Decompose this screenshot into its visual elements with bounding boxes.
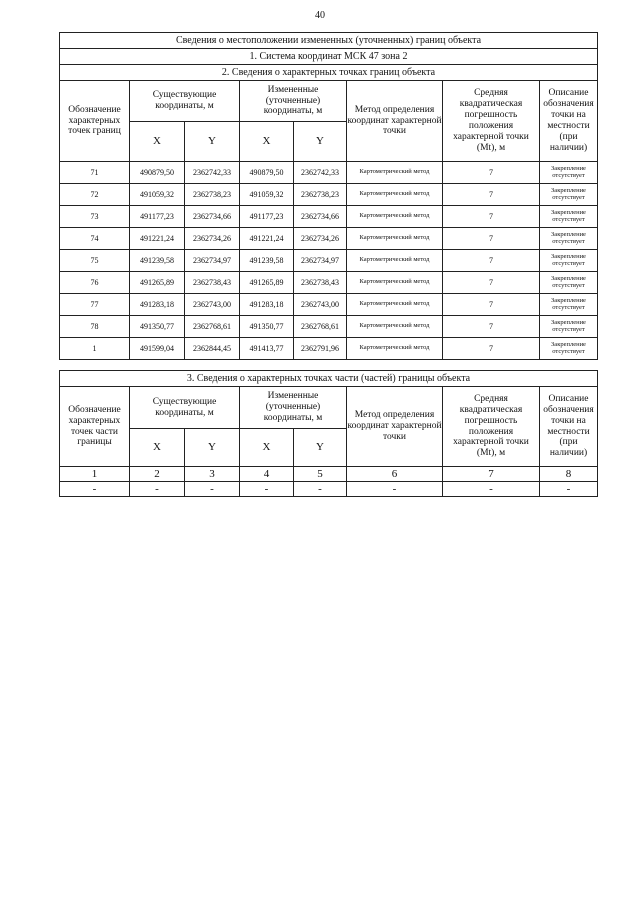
empty-cell: - bbox=[185, 482, 240, 497]
col-number: 1 bbox=[60, 467, 130, 482]
point-id: 72 bbox=[60, 184, 130, 206]
header3-changed-x: X bbox=[240, 429, 294, 467]
error-mt: 7 bbox=[443, 338, 540, 360]
table-row bbox=[60, 184, 598, 206]
point-id: 75 bbox=[60, 250, 130, 272]
section2-title: 2. Сведения о характерных точках границ объекта bbox=[60, 65, 598, 81]
header-method: Метод определения координат характерной точки bbox=[347, 81, 443, 162]
col-number: 2 bbox=[130, 467, 185, 482]
existing-y: 2362738,23 bbox=[185, 184, 240, 206]
changed-x: 490879,50 bbox=[240, 162, 294, 184]
existing-x: 491265,89 bbox=[130, 272, 185, 294]
section3-title: 3. Сведения о характерных точках части (частей) границы объекта bbox=[60, 371, 598, 387]
description: Закрепление отсутствует bbox=[540, 228, 598, 250]
changed-y: 2362734,26 bbox=[294, 228, 347, 250]
table-row bbox=[60, 316, 598, 338]
changed-y: 2362734,97 bbox=[294, 250, 347, 272]
table-row bbox=[60, 162, 598, 184]
empty-cell: - bbox=[240, 482, 294, 497]
col-number: 8 bbox=[540, 467, 598, 482]
changed-x: 491239,58 bbox=[240, 250, 294, 272]
existing-y: 2362742,33 bbox=[185, 162, 240, 184]
description: Закрепление отсутствует bbox=[540, 338, 598, 360]
page-number: 40 bbox=[315, 10, 325, 21]
empty-cell: - bbox=[60, 482, 130, 497]
existing-x: 491283,18 bbox=[130, 294, 185, 316]
changed-x: 491413,77 bbox=[240, 338, 294, 360]
header-existing: Существующие координаты, м bbox=[130, 81, 240, 122]
changed-y: 2362734,66 bbox=[294, 206, 347, 228]
part-boundary-points-table bbox=[59, 370, 598, 497]
col-number: 7 bbox=[443, 467, 540, 482]
point-id: 1 bbox=[60, 338, 130, 360]
point-id: 78 bbox=[60, 316, 130, 338]
col-number: 3 bbox=[185, 467, 240, 482]
header-designation: Обозначение характерных точек границ bbox=[60, 81, 130, 162]
method: Картометрический метод bbox=[347, 184, 443, 206]
header-changed: Измененные (уточненные) координаты, м bbox=[240, 81, 347, 122]
header3-description: Описание обозначения точки на местности (при наличии) bbox=[540, 387, 598, 467]
coord-system: 1. Система координат МСК 47 зона 2 bbox=[60, 49, 598, 65]
column-numbers-row bbox=[60, 467, 598, 482]
changed-y: 2362742,33 bbox=[294, 162, 347, 184]
existing-x: 490879,50 bbox=[130, 162, 185, 184]
existing-x: 491239,58 bbox=[130, 250, 185, 272]
existing-x: 491059,32 bbox=[130, 184, 185, 206]
empty-cell: - bbox=[130, 482, 185, 497]
empty-cell: - bbox=[347, 482, 443, 497]
header-description: Описание обозначения точки на местности (при наличии) bbox=[540, 81, 598, 162]
header-existing-y: Y bbox=[185, 122, 240, 162]
changed-x: 491221,24 bbox=[240, 228, 294, 250]
header3-existing-x: X bbox=[130, 429, 185, 467]
table-row bbox=[60, 294, 598, 316]
method: Картометрический метод bbox=[347, 162, 443, 184]
changed-y: 2362791,96 bbox=[294, 338, 347, 360]
error-mt: 7 bbox=[443, 184, 540, 206]
existing-x: 491350,77 bbox=[130, 316, 185, 338]
table-row bbox=[60, 250, 598, 272]
point-id: 76 bbox=[60, 272, 130, 294]
existing-y: 2362734,66 bbox=[185, 206, 240, 228]
col-number: 5 bbox=[294, 467, 347, 482]
changed-y: 2362768,61 bbox=[294, 316, 347, 338]
table-row bbox=[60, 272, 598, 294]
description: Закрепление отсутствует bbox=[540, 206, 598, 228]
header-changed-x: X bbox=[240, 122, 294, 162]
error-mt: 7 bbox=[443, 272, 540, 294]
header3-existing-y: Y bbox=[185, 429, 240, 467]
point-id: 77 bbox=[60, 294, 130, 316]
empty-cell: - bbox=[443, 482, 540, 497]
header-existing-x: X bbox=[130, 122, 185, 162]
col-number: 4 bbox=[240, 467, 294, 482]
header3-designation: Обозначение характерных точек части границы bbox=[60, 387, 130, 467]
description: Закрепление отсутствует bbox=[540, 294, 598, 316]
error-mt: 7 bbox=[443, 228, 540, 250]
changed-y: 2362738,23 bbox=[294, 184, 347, 206]
method: Картометрический метод bbox=[347, 228, 443, 250]
error-mt: 7 bbox=[443, 206, 540, 228]
changed-x: 491283,18 bbox=[240, 294, 294, 316]
col-number: 6 bbox=[347, 467, 443, 482]
header3-method: Метод определения координат характерной точки bbox=[347, 387, 443, 467]
method: Картометрический метод bbox=[347, 250, 443, 272]
table-row bbox=[60, 338, 598, 360]
boundary-points-table bbox=[59, 32, 598, 360]
method: Картометрический метод bbox=[347, 294, 443, 316]
description: Закрепление отсутствует bbox=[540, 316, 598, 338]
header3-changed: Измененные (уточненные) координаты, м bbox=[240, 387, 347, 429]
changed-x: 491059,32 bbox=[240, 184, 294, 206]
points-rows bbox=[60, 162, 598, 360]
existing-x: 491221,24 bbox=[130, 228, 185, 250]
header-error: Средняя квадратическая погрешность положения характерной точки (Mt), м bbox=[443, 81, 540, 162]
existing-y: 2362844,45 bbox=[185, 338, 240, 360]
point-id: 71 bbox=[60, 162, 130, 184]
point-id: 74 bbox=[60, 228, 130, 250]
header-changed-y: Y bbox=[294, 122, 347, 162]
changed-x: 491177,23 bbox=[240, 206, 294, 228]
error-mt: 7 bbox=[443, 250, 540, 272]
changed-y: 2362738,43 bbox=[294, 272, 347, 294]
empty-cell: - bbox=[540, 482, 598, 497]
error-mt: 7 bbox=[443, 294, 540, 316]
existing-y: 2362738,43 bbox=[185, 272, 240, 294]
error-mt: 7 bbox=[443, 316, 540, 338]
method: Картометрический метод bbox=[347, 206, 443, 228]
existing-x: 491177,23 bbox=[130, 206, 185, 228]
method: Картометрический метод bbox=[347, 338, 443, 360]
header3-existing: Существующие координаты, м bbox=[130, 387, 240, 429]
description: Закрепление отсутствует bbox=[540, 272, 598, 294]
method: Картометрический метод bbox=[347, 272, 443, 294]
existing-y: 2362768,61 bbox=[185, 316, 240, 338]
changed-y: 2362743,00 bbox=[294, 294, 347, 316]
description: Закрепление отсутствует bbox=[540, 250, 598, 272]
empty-row bbox=[60, 482, 598, 497]
existing-x: 491599,04 bbox=[130, 338, 185, 360]
existing-y: 2362734,26 bbox=[185, 228, 240, 250]
description: Закрепление отсутствует bbox=[540, 162, 598, 184]
existing-y: 2362743,00 bbox=[185, 294, 240, 316]
changed-x: 491265,89 bbox=[240, 272, 294, 294]
description: Закрепление отсутствует bbox=[540, 184, 598, 206]
section-title: Сведения о местоположении измененных (уточненных) границ объекта bbox=[60, 33, 598, 49]
empty-cell: - bbox=[294, 482, 347, 497]
existing-y: 2362734,97 bbox=[185, 250, 240, 272]
error-mt: 7 bbox=[443, 162, 540, 184]
table-row bbox=[60, 228, 598, 250]
table-row bbox=[60, 206, 598, 228]
header3-changed-y: Y bbox=[294, 429, 347, 467]
changed-x: 491350,77 bbox=[240, 316, 294, 338]
method: Картометрический метод bbox=[347, 316, 443, 338]
point-id: 73 bbox=[60, 206, 130, 228]
header3-error: Средняя квадратическая погрешность положения характерной точки (Mt), м bbox=[443, 387, 540, 467]
